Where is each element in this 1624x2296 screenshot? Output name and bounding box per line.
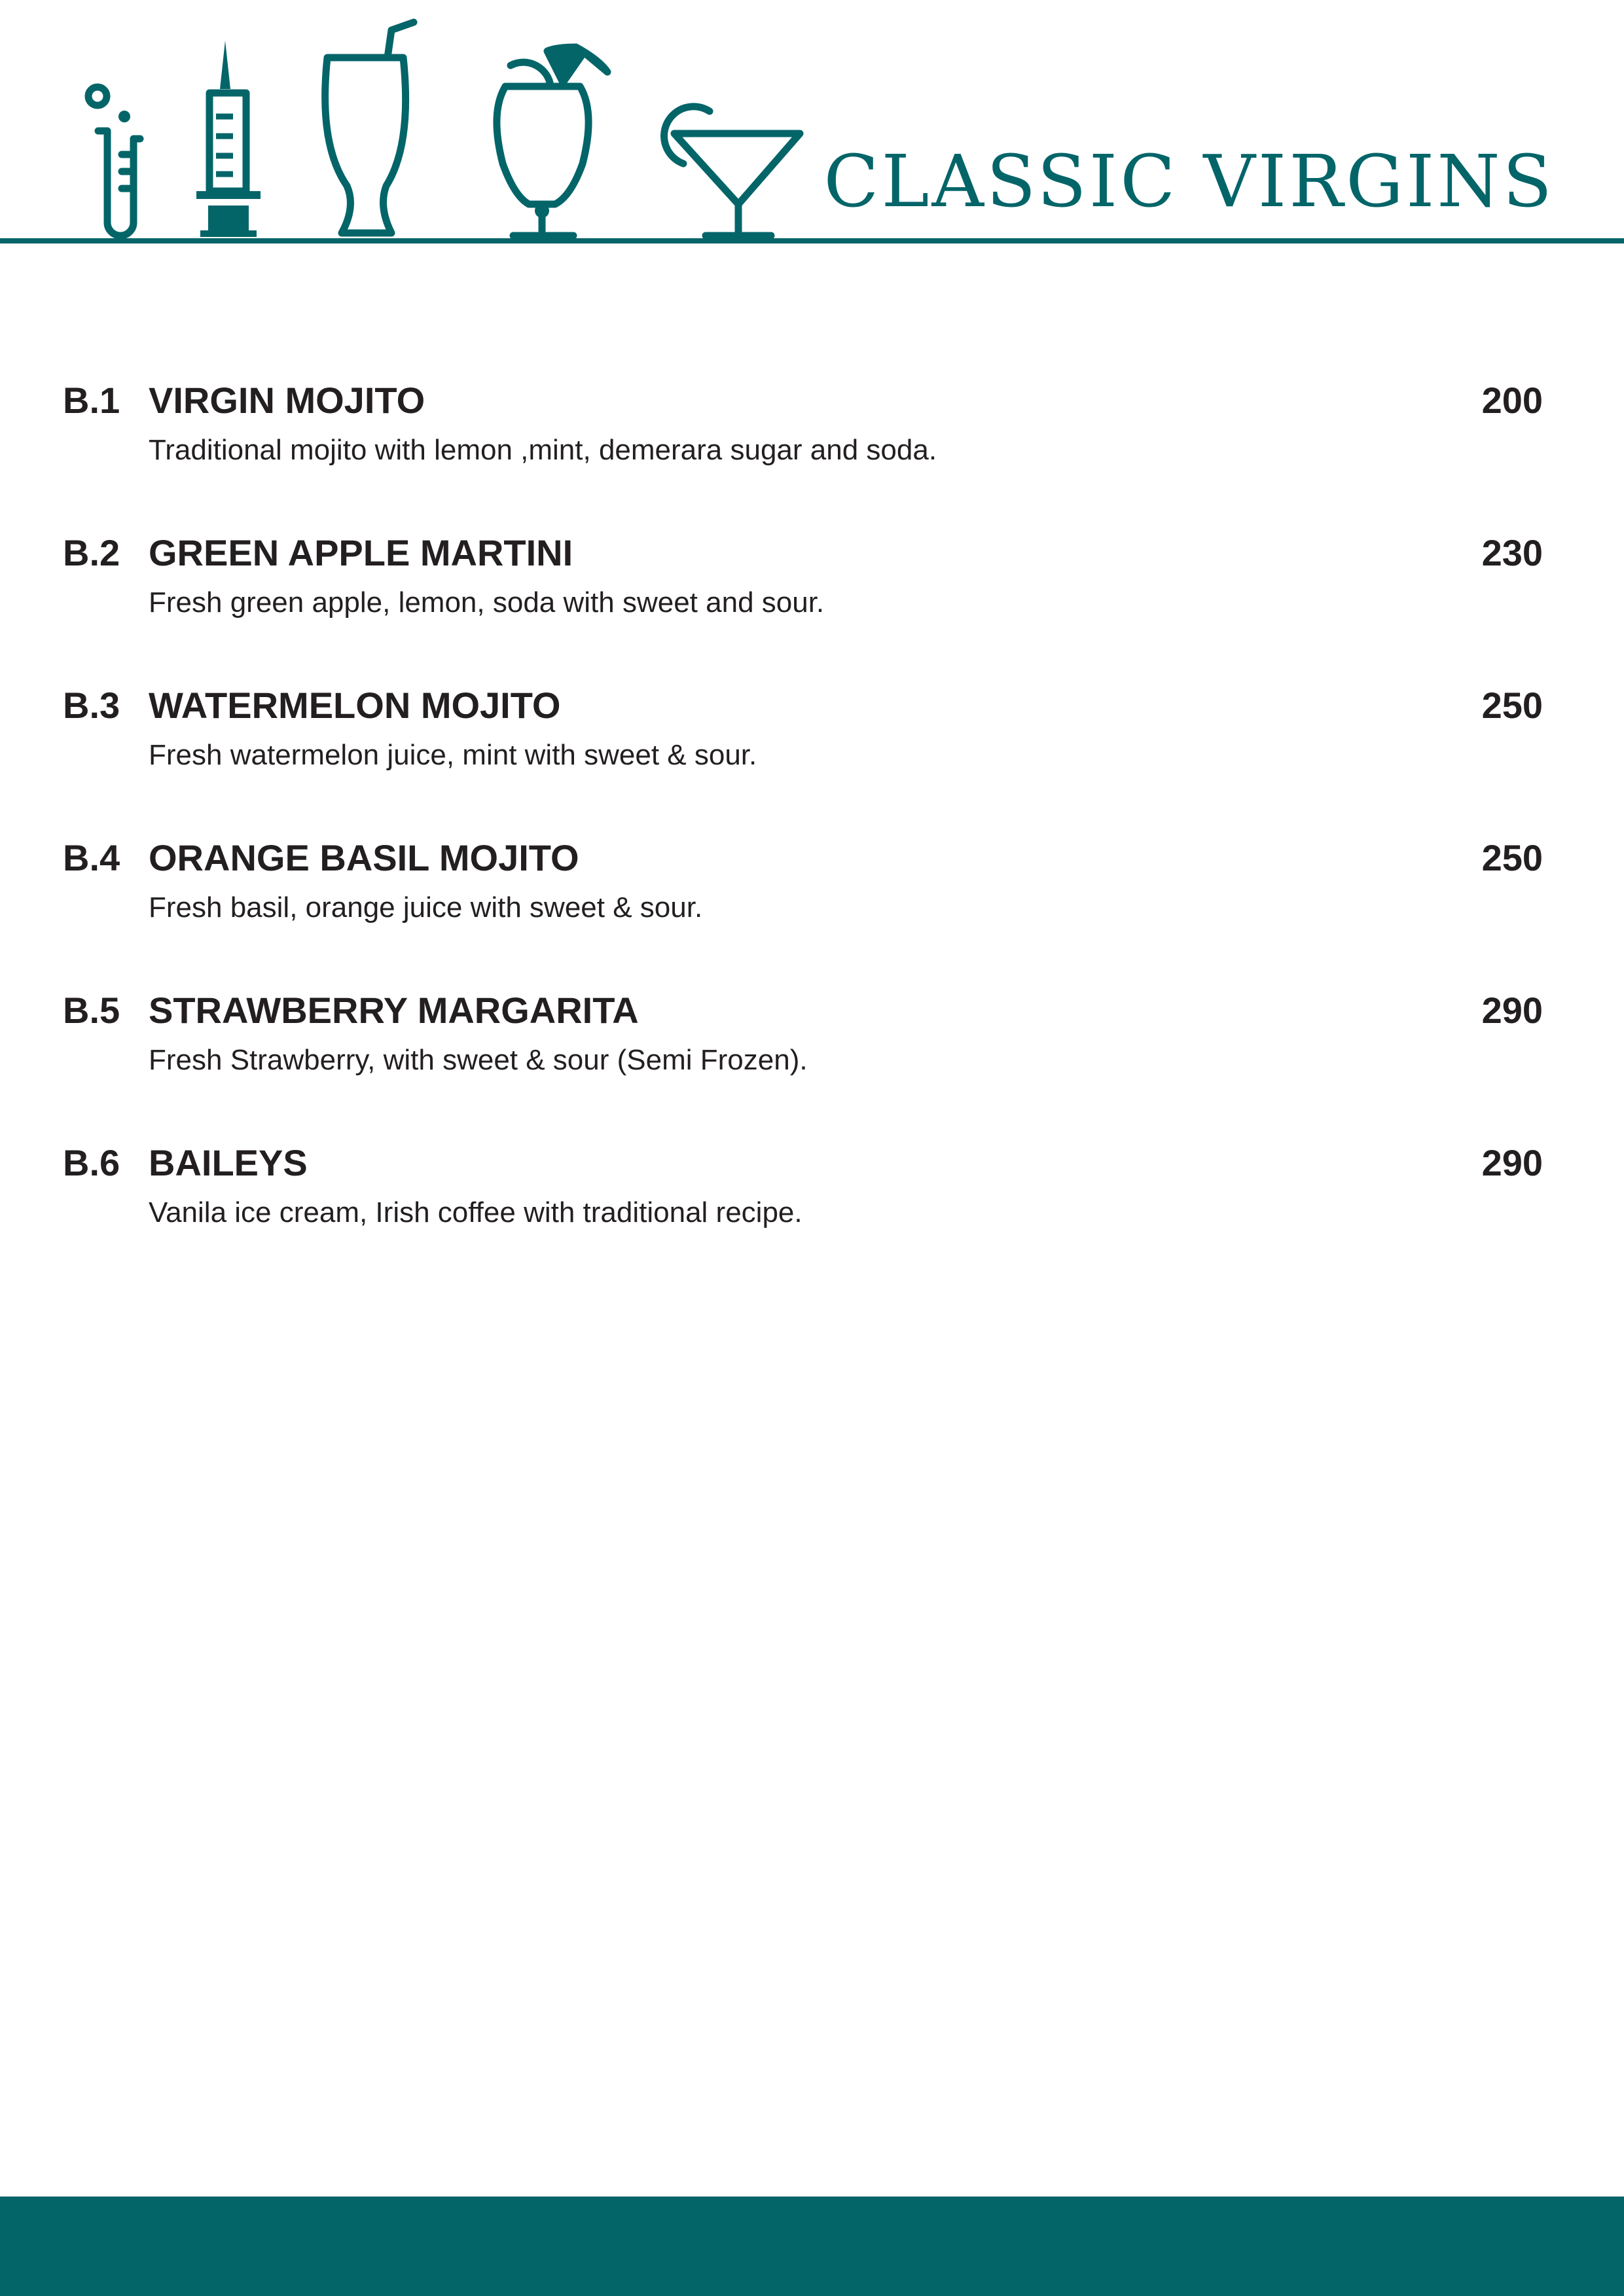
item-price: 290 (1481, 1142, 1543, 1183)
item-description: Fresh basil, orange juice with sweet & sour. (149, 891, 703, 924)
item-code: B.5 (63, 990, 120, 1031)
item-price: 290 (1481, 990, 1543, 1031)
item-name: GREEN APPLE MARTINI (149, 532, 573, 573)
header-divider (0, 238, 1624, 243)
menu-item (0, 678, 1624, 831)
test-tube-icon (88, 87, 140, 236)
item-name: STRAWBERRY MARGARITA (149, 990, 639, 1031)
item-description: Fresh green apple, lemon, soda with sweet and sour. (149, 586, 825, 619)
item-price: 250 (1481, 837, 1543, 878)
item-price: 250 (1481, 685, 1543, 726)
item-code: B.6 (63, 1142, 120, 1183)
item-description: Fresh watermelon juice, mint with sweet & sour. (149, 739, 757, 771)
footer-band (0, 2197, 1624, 2296)
menu-list (0, 373, 1624, 1288)
item-code: B.4 (63, 837, 120, 878)
item-code: B.3 (63, 685, 120, 726)
item-name: ORANGE BASIL MOJITO (149, 837, 579, 878)
header-icon-row (0, 0, 851, 249)
item-name: WATERMELON MOJITO (149, 685, 561, 726)
page-title: CLASSIC VIRGINS (823, 139, 1555, 223)
item-code: B.1 (63, 380, 120, 421)
menu-item (0, 526, 1624, 678)
item-price: 230 (1481, 532, 1543, 573)
hurricane-glass-with-umbrella-icon (497, 47, 607, 236)
menu-item (0, 373, 1624, 526)
item-description: Traditional mojito with lemon ,mint, demerara sugar and soda. (149, 434, 937, 466)
item-description: Fresh Strawberry, with sweet & sour (Semi Frozen). (149, 1044, 808, 1076)
menu-item (0, 831, 1624, 983)
syringe-icon (196, 41, 261, 237)
item-price: 200 (1481, 380, 1543, 421)
menu-item (0, 1136, 1624, 1288)
item-code: B.2 (63, 532, 120, 573)
martini-glass-with-lemon-icon (664, 107, 800, 236)
item-description: Vanila ice cream, Irish coffee with traditional recipe. (149, 1196, 803, 1229)
page-header (0, 0, 1624, 249)
item-name: VIRGIN MOJITO (149, 380, 425, 421)
tall-glass-with-straw-icon (325, 22, 414, 233)
menu-item (0, 983, 1624, 1136)
item-name: BAILEYS (149, 1142, 308, 1183)
